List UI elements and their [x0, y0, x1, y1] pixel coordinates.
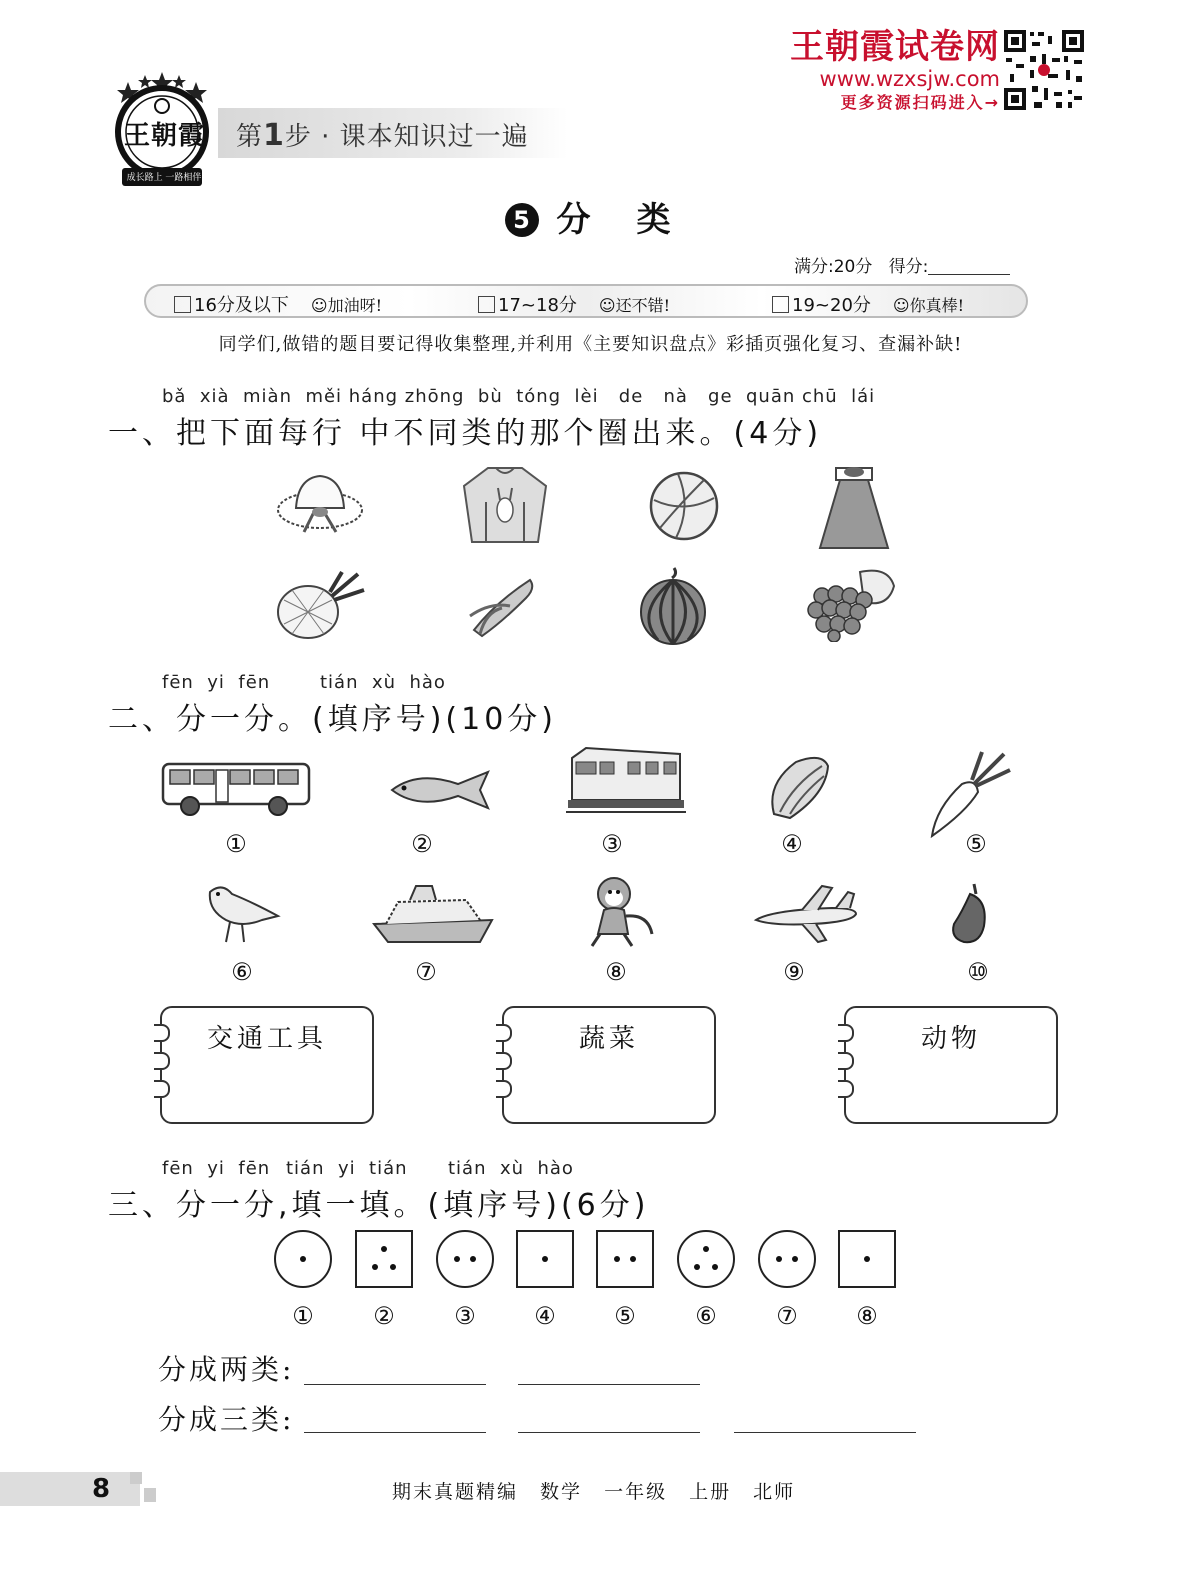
brand-subtitle: 更多资源扫码进入→	[840, 93, 1000, 112]
circle-two-dots	[436, 1230, 494, 1288]
q3-pinyin-3: tián xù hào	[448, 1158, 574, 1179]
item-label: ⑨	[783, 958, 805, 986]
box-notch	[154, 1080, 170, 1098]
notice-text: 同学们,做错的题目要记得收集整理,并利用《主要知识盘点》彩插页强化复习、查漏补缺!	[218, 334, 963, 355]
chapter-title-text: 分 类	[556, 200, 677, 240]
item-label: ⑧	[605, 958, 627, 986]
score-line	[794, 252, 1010, 277]
brand-url[interactable]: www.wzxsjw.com	[819, 67, 1000, 91]
hat-icon[interactable]	[274, 468, 366, 538]
full-score: 满分:20分	[794, 257, 873, 277]
footer-bar	[0, 1472, 140, 1506]
smile-icon: ☺	[310, 296, 328, 315]
grade-item-high: 19~20分 ☺你真棒!	[772, 291, 964, 317]
smile-icon: ☺	[892, 296, 910, 315]
two-kinds-label: 分成两类:	[158, 1353, 295, 1386]
circle-three-dots	[677, 1230, 735, 1288]
brand-title: 王朝霞试卷网	[790, 27, 1000, 67]
sweater-icon[interactable]	[460, 462, 550, 546]
footer-decor	[130, 1472, 142, 1484]
grade-item-mid: 17~18分 ☺还不错!	[478, 291, 670, 317]
airplane-icon[interactable]	[752, 880, 860, 944]
answer-line[interactable]	[518, 1384, 700, 1385]
ball-icon[interactable]	[648, 470, 720, 542]
grade-checkbox[interactable]	[478, 296, 495, 313]
circle-two-dots	[758, 1230, 816, 1288]
q3-title: 三、分一分,填一填。(填序号)(6分)	[108, 1188, 650, 1223]
chapter-number: 5	[505, 203, 539, 237]
monkey-icon[interactable]	[584, 874, 656, 950]
grade-item-low: 16分及以下 ☺加油呀!	[174, 291, 382, 317]
q3-pinyin-2: tián yi tián	[286, 1158, 408, 1179]
item-label: ②	[373, 1302, 395, 1330]
dress-icon[interactable]	[818, 460, 890, 552]
item-label: ⑤	[614, 1302, 636, 1330]
eggplant-icon[interactable]	[948, 880, 992, 946]
grapes-icon[interactable]	[804, 566, 900, 642]
item-label: ①	[292, 1302, 314, 1330]
item-label: ⑩	[967, 958, 989, 986]
item-label: ⑧	[856, 1302, 878, 1330]
q1-pinyin: bǎ xià miàn měi háng zhōng bù tóng lèi de nà ge quān chū lái	[162, 386, 876, 407]
score-blank[interactable]	[928, 258, 1010, 275]
q1-title: 一、把下面每行 中不同类的那个圈出来。(4分)	[108, 416, 823, 451]
grade-bar	[144, 284, 1028, 318]
bird-icon[interactable]	[202, 880, 282, 946]
q2-title: 二、分一分。(填序号)(10分)	[108, 702, 557, 737]
q2-pinyin-1: fēn yi fēn	[162, 672, 271, 693]
category-box-animals[interactable]	[844, 1006, 1058, 1124]
answer-line[interactable]	[304, 1432, 486, 1433]
q2-pinyin-2: tián xù hào	[320, 672, 446, 693]
item-label: ④	[534, 1302, 556, 1330]
footer-decor	[144, 1488, 156, 1502]
fish-icon[interactable]	[388, 770, 492, 810]
watermelon-icon[interactable]	[638, 564, 708, 646]
item-label: ③	[454, 1302, 476, 1330]
answer-line[interactable]	[304, 1384, 486, 1385]
square-three-dots	[355, 1230, 413, 1288]
item-label: ⑥	[695, 1302, 717, 1330]
ship-icon[interactable]	[370, 880, 496, 946]
page-number: 8	[92, 1474, 111, 1504]
qr-code-icon[interactable]	[1004, 30, 1084, 110]
category-title: 动物	[920, 1024, 981, 1054]
chapter-title	[0, 192, 1181, 241]
footer-text: 期末真题精编 数学 一年级 上册 北师	[392, 1481, 796, 1503]
three-kinds-label: 分成三类:	[158, 1403, 295, 1436]
item-label: ④	[781, 830, 803, 858]
grade-checkbox[interactable]	[772, 296, 789, 313]
square-one-dot	[516, 1230, 574, 1288]
item-label: ⑦	[415, 958, 437, 986]
item-label: ③	[601, 830, 623, 858]
square-one-dot	[838, 1230, 896, 1288]
category-box-transport[interactable]	[160, 1006, 374, 1124]
item-label: ⑦	[776, 1302, 798, 1330]
brand-block[interactable]	[790, 28, 1000, 114]
square-two-dots	[596, 1230, 654, 1288]
category-title: 交通工具	[206, 1024, 327, 1054]
item-label: ⑤	[965, 830, 987, 858]
category-box-vegetables[interactable]	[502, 1006, 716, 1124]
answer-line[interactable]	[518, 1432, 700, 1433]
q3-pinyin-1: fēn yi fēn	[162, 1158, 271, 1179]
item-label: ②	[411, 830, 433, 858]
grade-checkbox[interactable]	[174, 296, 191, 313]
box-notch	[496, 1080, 512, 1098]
smile-icon: ☺	[598, 296, 616, 315]
carrot-icon[interactable]	[926, 748, 1012, 840]
bus-icon[interactable]	[160, 760, 312, 818]
score-label: 得分:	[888, 257, 929, 277]
step-title: 第1步 · 课本知识过一遍	[236, 118, 529, 153]
box-notch	[838, 1080, 854, 1098]
answer-line[interactable]	[734, 1432, 916, 1433]
cabbage-icon[interactable]	[766, 754, 832, 820]
logo-motto: 成长路上 一路相伴	[126, 173, 202, 183]
corn-icon[interactable]	[466, 572, 538, 638]
item-label: ⑥	[231, 958, 253, 986]
circle-one-dot	[274, 1230, 332, 1288]
item-label: ①	[225, 830, 247, 858]
train-icon[interactable]	[566, 744, 686, 814]
pineapple-icon[interactable]	[270, 570, 366, 642]
logo-text: 王朝霞	[124, 121, 206, 151]
category-title: 蔬菜	[578, 1024, 639, 1054]
